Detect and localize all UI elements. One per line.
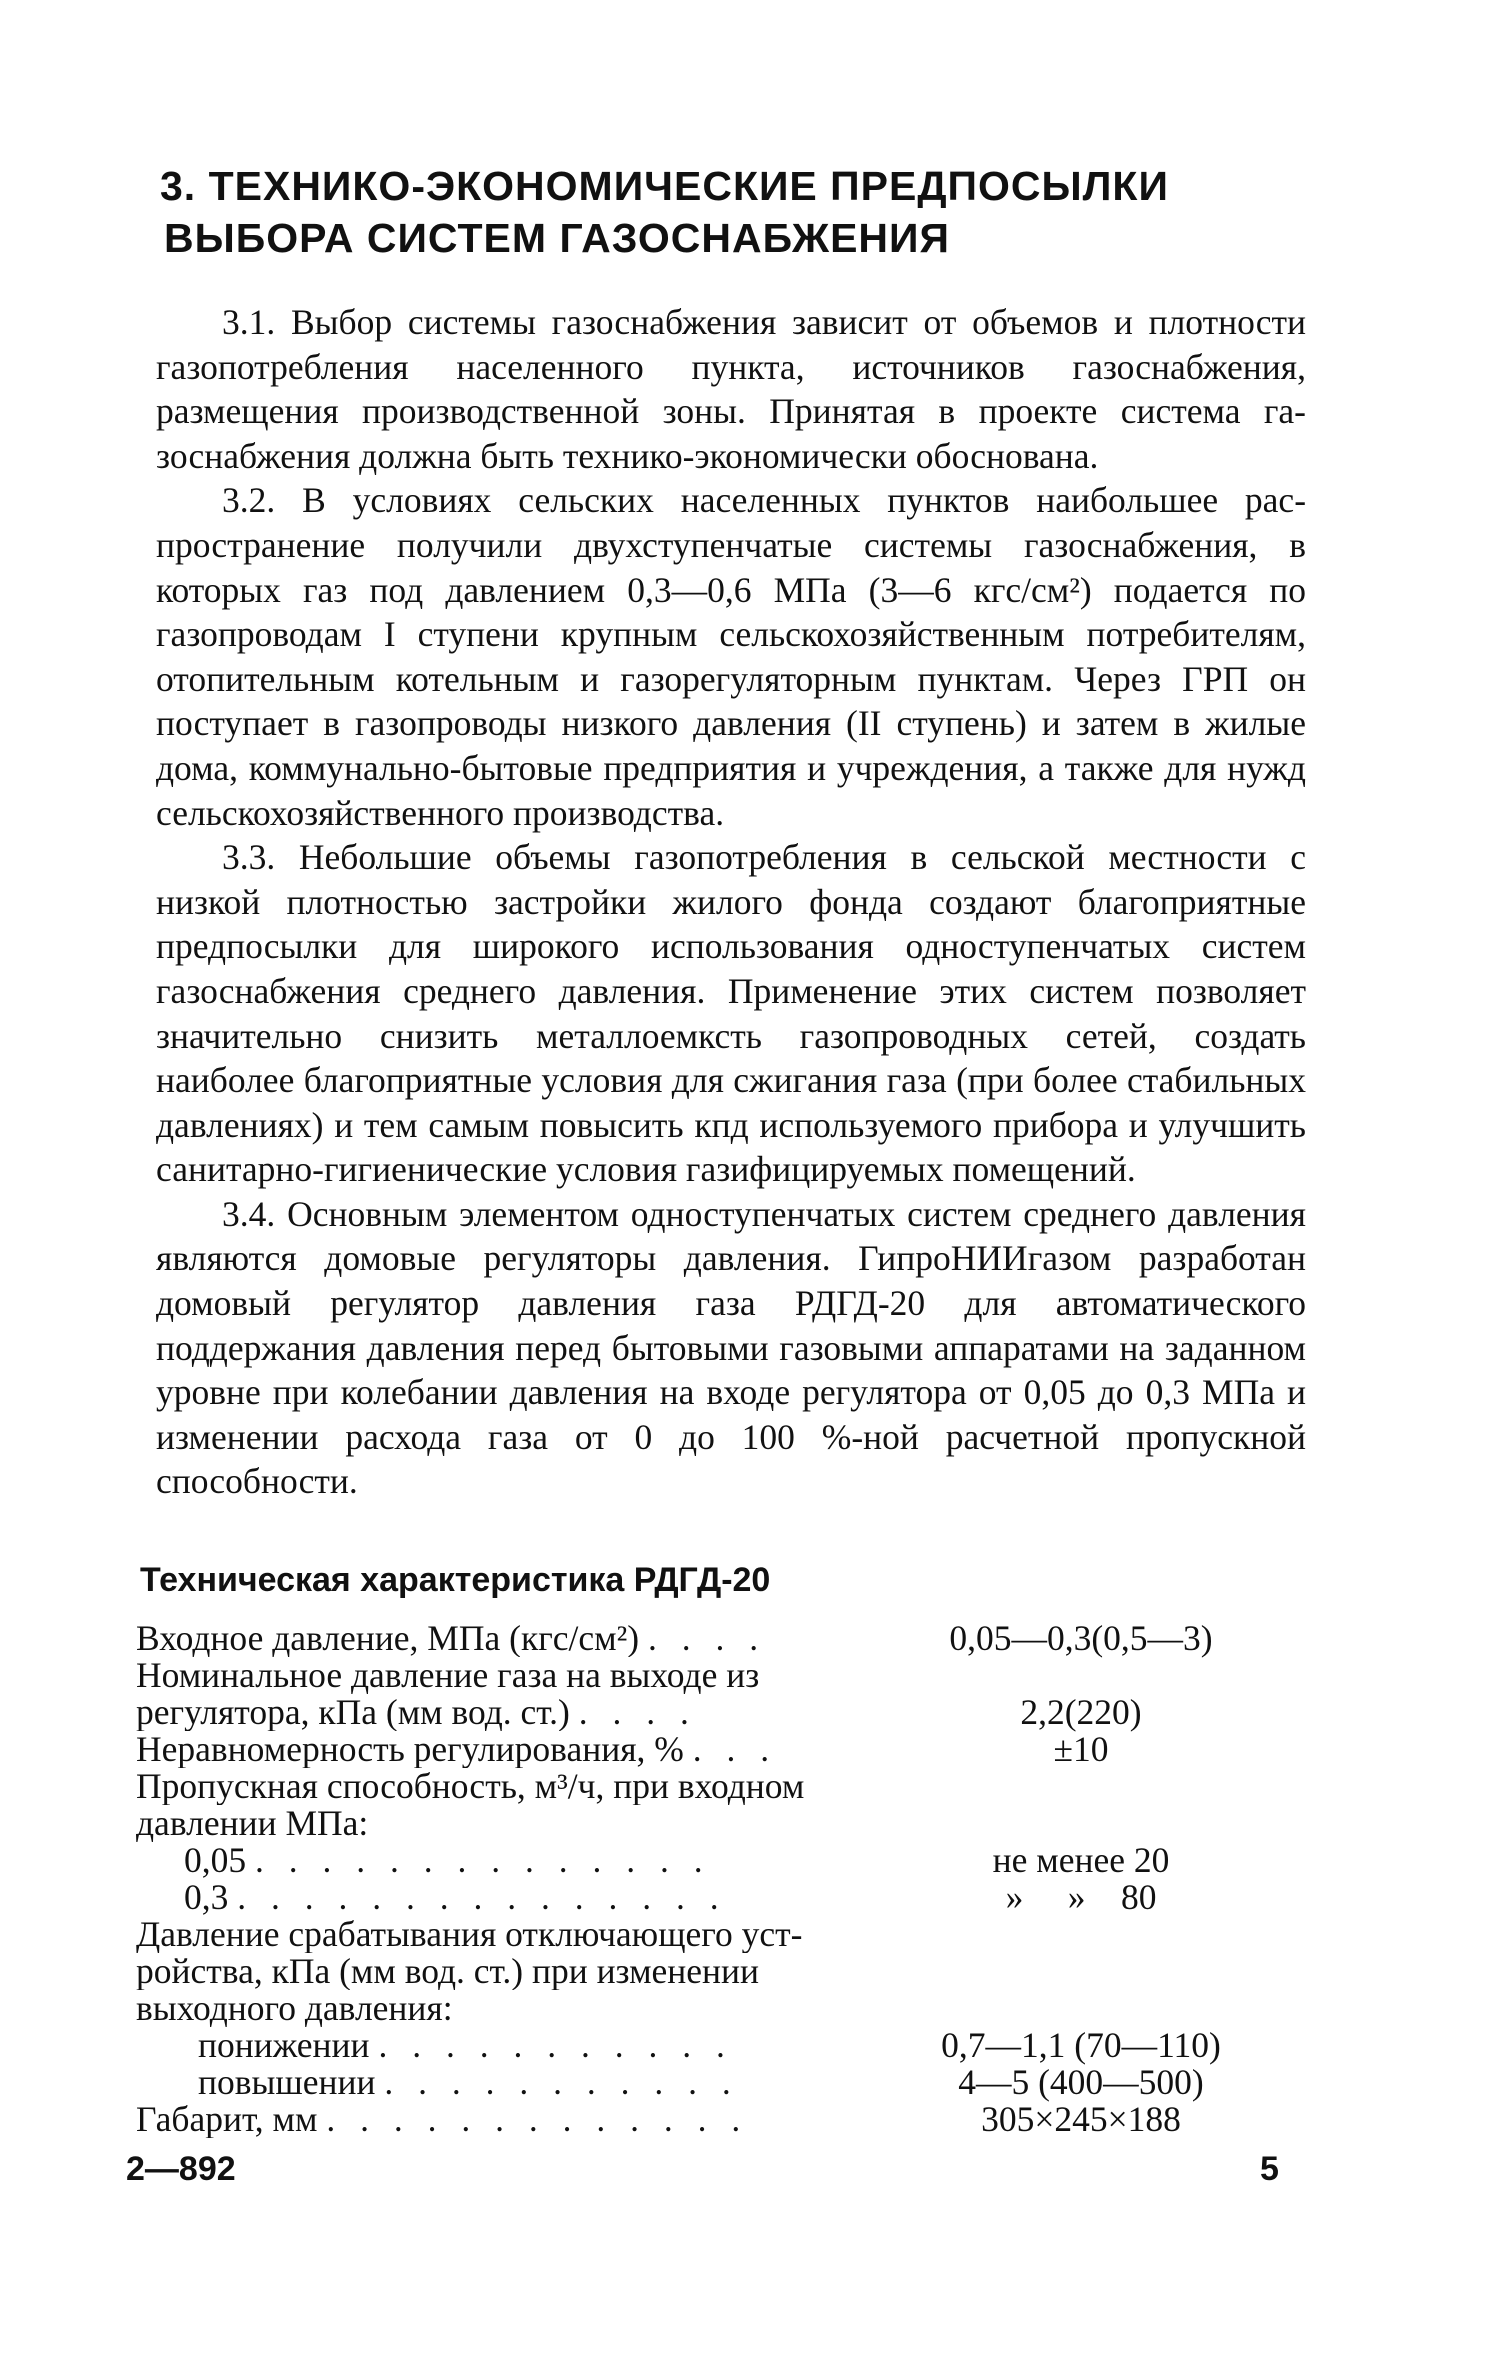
spec-row	[136, 1731, 1276, 1768]
dot-leader: . . . . . . . . . . . . . .	[255, 1842, 711, 1879]
page-number: 5	[1260, 2150, 1279, 2188]
paragraph-text: Выбор системы газоснабжения зависит от объемов и плотности газопотребления населенного пункта, источников газоснабжения, размещения производственной зоны. Принятая в проекте система газоснабжения должна быть технико-экономически обоснована.	[156, 302, 1306, 476]
spec-label-text: Входное давление, МПа (кгс/см²)	[136, 1620, 640, 1657]
spec-label	[136, 1657, 886, 1694]
spec-table	[136, 1620, 1276, 2138]
spec-label-text: Неравномерность регулирования, %	[136, 1731, 684, 1768]
paragraph-3-3	[156, 835, 1306, 1192]
spec-label	[136, 1694, 886, 1731]
spec-row	[136, 1916, 1276, 1953]
spec-label	[136, 1879, 886, 1916]
spec-row	[136, 1768, 1276, 1805]
spec-value: » » 80	[1005, 1877, 1157, 1917]
spec-row	[136, 1842, 1276, 1879]
spec-label	[136, 1731, 886, 1768]
spec-value: 0,7—1,1 (70—110)	[941, 2025, 1221, 2065]
heading-line-1: 3. ТЕХНИКО-ЭКОНОМИЧЕСКИЕ ПРЕДПОСЫЛКИ	[160, 163, 1169, 209]
spec-label	[136, 1916, 886, 1953]
spec-label-text: выходного давления:	[136, 1990, 453, 2027]
spec-label-text: понижении	[198, 2027, 370, 2064]
spec-row	[136, 1953, 1276, 1990]
paragraph-text: В условиях сельских населенных пунктов наибольшее распространение получили двухступенчатые системы газоснабжения, в которых газ под давлением 0,3—0,6 МПа (3—6 кгс/см²) подается по газопроводам I ступени крупным сельскохозяйственным потребителям, отопительным котельным и газорегуляторным пунктам. Через ГРП он поступает в газопроводы низкого давления (II ступень) и затем в жилые дома, коммунально-бытовые предприятия и учреждения, а также для нужд сельскохозяйственного производства.	[156, 480, 1307, 833]
spec-label-text: давлении МПа:	[136, 1805, 369, 1842]
spec-label-text: Давление срабатывания отключающего уст-	[136, 1916, 803, 1953]
paragraph-text: Основным элементом одноступенчатых систем среднего давления являются домовые регуляторы давления. ГипроНИИгазом разработан домовый регулятор давления газа РДГД-20 для автоматического поддержания давления перед бытовыми газовыми аппаратами на заданном уровне при колебании давления на входе регулятора от 0,05 до 0,3 МПа и изменении расхода газа от 0 до 100 %-ной расчетной пропускной способности.	[156, 1193, 1306, 1502]
spec-row	[136, 2027, 1276, 2064]
dot-leader: . . . . . . . . . . . . . . .	[237, 1879, 727, 1916]
spec-row	[136, 1657, 1276, 1694]
dot-leader: . . . . . . . . . . . . .	[326, 2101, 749, 2138]
signature-mark: 2—892	[126, 2150, 236, 2188]
paragraph-3-1	[156, 300, 1306, 478]
spec-row	[136, 1805, 1276, 1842]
spec-value: 2,2(220)	[1020, 1692, 1142, 1732]
spec-label	[136, 2064, 886, 2101]
spec-label	[136, 1953, 886, 1990]
paragraph-number: 3.2.	[222, 480, 276, 521]
section-heading	[160, 160, 1310, 264]
spec-row	[136, 1694, 1276, 1731]
dot-leader: . . . . . . . . . . .	[378, 2027, 733, 2064]
heading-line-2: ВЫБОРА СИСТЕМ ГАЗОСНАБЖЕНИЯ	[164, 215, 950, 261]
spec-row	[136, 1990, 1276, 2027]
spec-label-text: 0,3	[184, 1879, 229, 1916]
spec-value: 4—5 (400—500)	[958, 2062, 1204, 2102]
dot-leader: . . .	[692, 1731, 778, 1768]
spec-label	[136, 2027, 886, 2064]
spec-label-text: повышении	[198, 2064, 376, 2101]
spec-value: 305×245×188	[981, 2099, 1181, 2139]
dot-leader: . . . .	[578, 1694, 697, 1731]
dot-leader: . . . . . . . . . . .	[384, 2064, 739, 2101]
spec-value: не менее 20	[992, 1840, 1170, 1880]
spec-label-text: регулятора, кПа (мм вод. ст.)	[136, 1694, 570, 1731]
paragraph-number: 3.1.	[222, 302, 276, 342]
spec-label-text: Габарит, мм	[136, 2101, 318, 2138]
spec-label-text: ройства, кПа (мм вод. ст.) при изменении	[136, 1953, 760, 1990]
spec-row	[136, 1879, 1276, 1916]
paragraph-number: 3.4.	[222, 1193, 276, 1234]
spec-value: 0,05—0,3(0,5—3)	[949, 1618, 1213, 1658]
spec-label-text: Номинальное давление газа на выходе из	[136, 1657, 760, 1694]
spec-row	[136, 2064, 1276, 2101]
paragraph-number: 3.3.	[222, 837, 276, 878]
spec-label	[136, 1620, 886, 1657]
spec-label	[136, 1990, 886, 2027]
paragraph-text: Небольшие объемы газопотребления в сельской местности с низкой плотностью застройки жилого фонда создают благоприятные предпосылки для широкого использования одноступенчатых систем газоснабжения среднего давления. Применение этих систем позволяет значительно снизить металлоемксть газопроводных сетей, создать наиболее благоприятные условия для сжигания газа (при более стабильных давлениях) и тем самым повысить кпд используемого прибора и улучшить санитарно-гигиенические условия газифицируемых помещений.	[156, 837, 1306, 1190]
paragraph-3-4	[156, 1192, 1306, 1504]
spec-label	[136, 1805, 886, 1842]
spec-row	[136, 2101, 1276, 2138]
dot-leader: . . . .	[647, 1620, 767, 1657]
spec-label-text: 0,05	[184, 1842, 247, 1879]
body-text	[156, 300, 1306, 1504]
spec-label	[136, 1768, 886, 1805]
spec-row	[136, 1620, 1276, 1657]
spec-label-text: Пропускная способность, м³/ч, при входном	[136, 1768, 805, 1805]
spec-label	[136, 1842, 886, 1879]
spec-value: ±10	[1053, 1729, 1109, 1769]
spec-label	[136, 2101, 886, 2138]
paragraph-3-2	[156, 478, 1306, 835]
spec-title: Техническая характеристика РДГД-20	[140, 1561, 771, 1599]
